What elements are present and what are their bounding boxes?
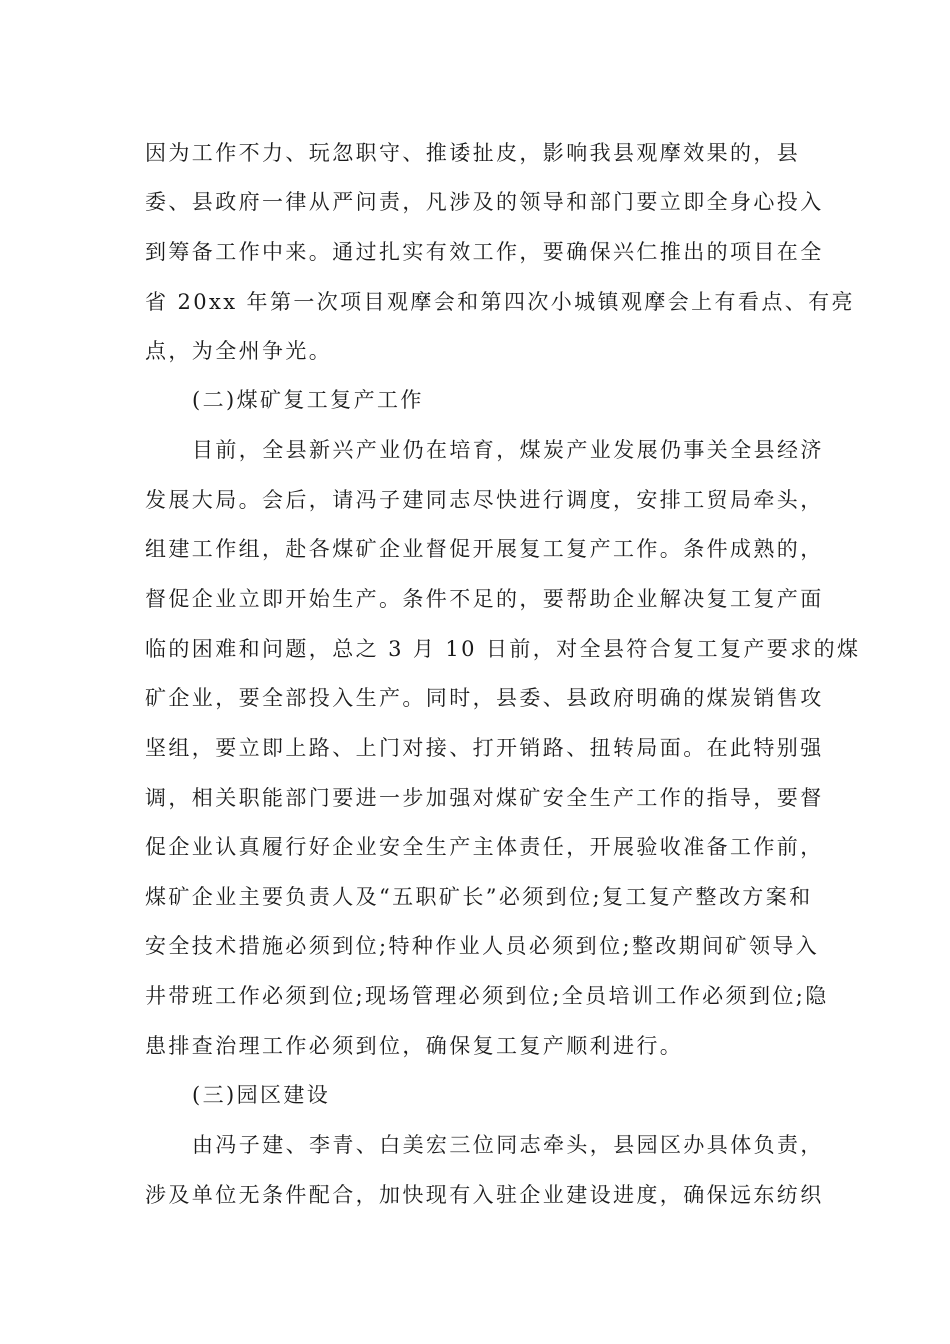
paragraph-line: 目前，全县新兴产业仍在培育，煤炭产业发展仍事关全县经济: [192, 438, 824, 462]
paragraph-line: 点，为全州争光。: [145, 339, 333, 363]
paragraph-line: 委、县政府一律从严问责，凡涉及的领导和部门要立即全身心投入: [145, 190, 824, 214]
paragraph-line: 到筹备工作中来。通过扎实有效工作，要确保兴仁推出的项目在全: [145, 240, 824, 264]
paragraph-line: 组建工作组，赴各煤矿企业督促开展复工复产工作。条件成熟的，: [145, 537, 824, 561]
paragraph-line: 调，相关职能部门要进一步加强对煤矿安全生产工作的指导，要督: [145, 786, 824, 810]
paragraph-line: 督促企业立即开始生产。条件不足的，要帮助企业解决复工复产面: [145, 587, 824, 611]
paragraph-line: 由冯子建、李青、白美宏三位同志牵头，县园区办具体负责，: [192, 1133, 824, 1157]
paragraph-line: 因为工作不力、玩忽职守、推诿扯皮，影响我县观摩效果的，县: [145, 141, 801, 165]
paragraph-line: 发展大局。会后，请冯子建同志尽快进行调度，安排工贸局牵头，: [145, 488, 824, 512]
section-heading: (二)煤矿复工复产工作: [192, 388, 424, 412]
paragraph-line: 患排查治理工作必须到位，确保复工复产顺利进行。: [145, 1034, 684, 1058]
paragraph-line: 矿企业，要全部投入生产。同时，县委、县政府明确的煤炭销售攻: [145, 686, 824, 710]
paragraph-line: 省 20xx 年第一次项目观摩会和第四次小城镇观摩会上有看点、有亮: [145, 290, 855, 314]
paragraph-line: 促企业认真履行好企业安全生产主体责任，开展验收准备工作前，: [145, 835, 824, 859]
paragraph-line: 煤矿企业主要负责人及“五职矿长”必须到位;复工复产整改方案和: [145, 885, 813, 909]
section-heading: (三)园区建设: [192, 1083, 331, 1107]
paragraph-line: 临的困难和问题，总之 3 月 10 日前，对全县符合复工复产要求的煤: [145, 637, 861, 661]
paragraph-line: 坚组，要立即上路、上门对接、打开销路、扭转局面。在此特别强: [145, 736, 824, 760]
paragraph-line: 涉及单位无条件配合，加快现有入驻企业建设进度，确保远东纺织: [145, 1183, 824, 1207]
paragraph-line: 安全技术措施必须到位;特种作业人员必须到位;整改期间矿领导入: [145, 934, 820, 958]
paragraph-line: 井带班工作必须到位;现场管理必须到位;全员培训工作必须到位;隐: [145, 984, 829, 1008]
